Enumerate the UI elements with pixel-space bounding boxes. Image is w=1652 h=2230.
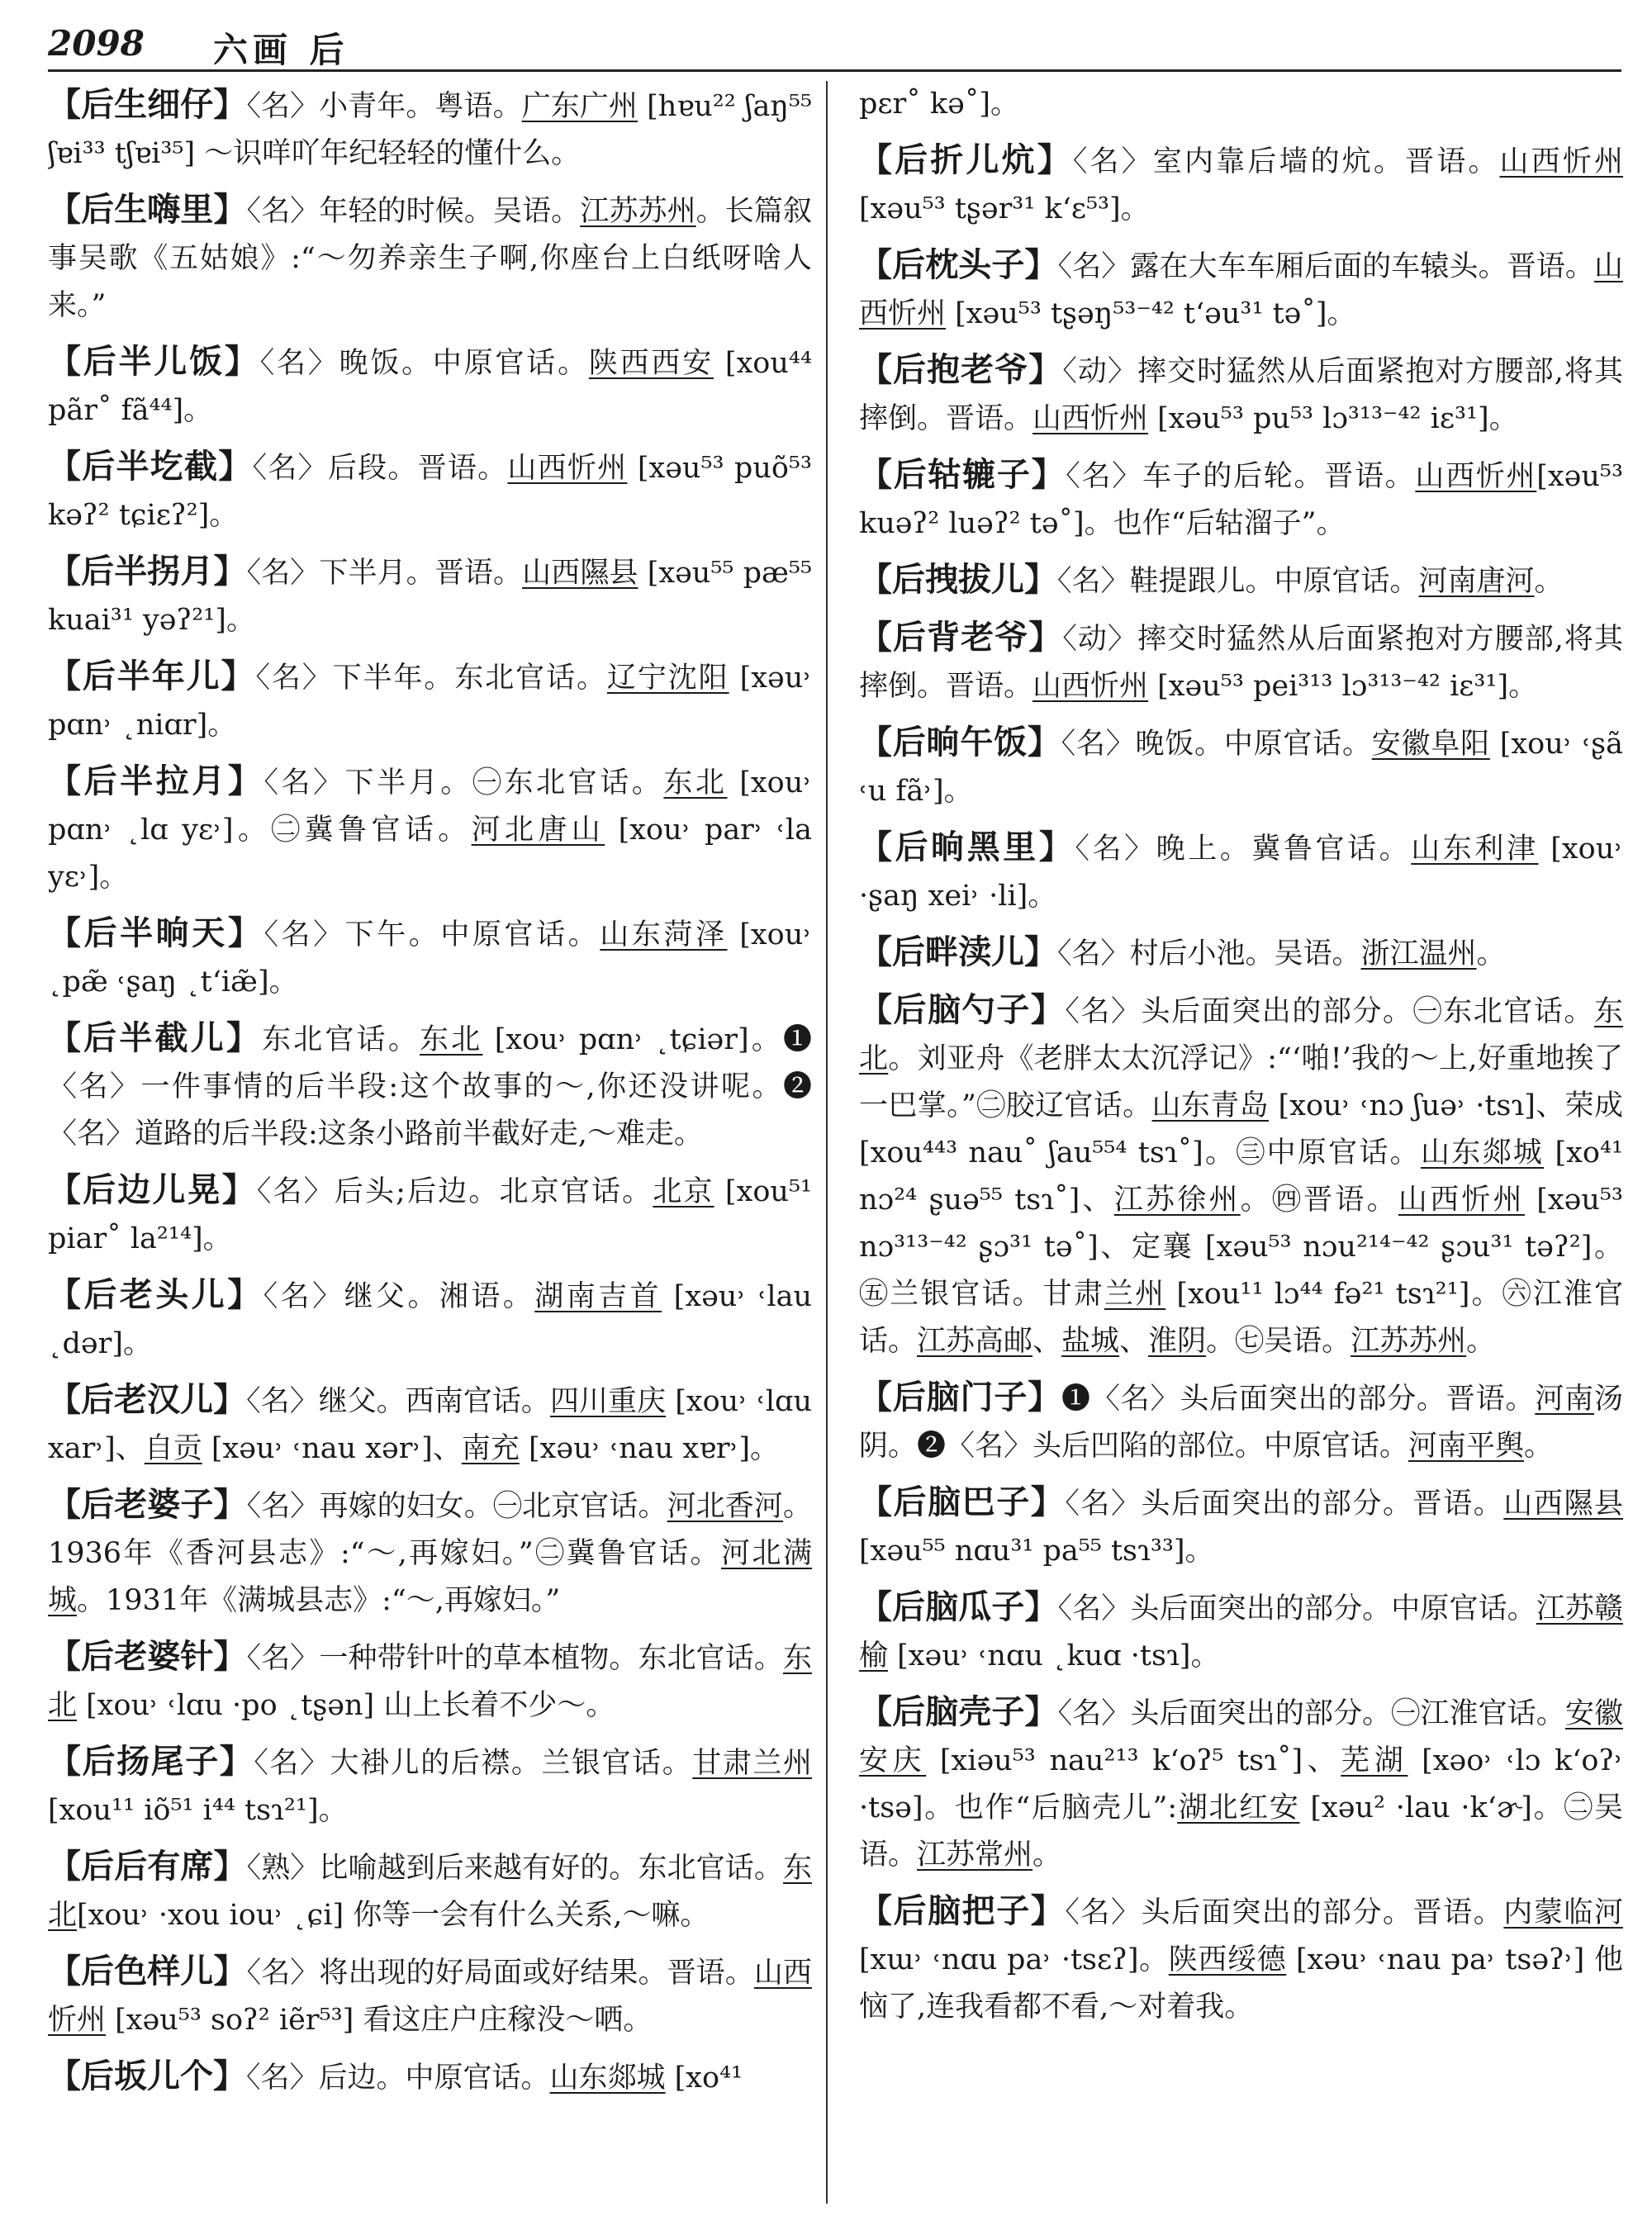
entry-headword: 【后抱老爷】	[859, 350, 1063, 389]
definition-text: 〈名〉露在大车车厢后面的车辕头。晋语。	[1057, 250, 1594, 283]
definition-text: [xəu⁵³ tʂər³¹ k‘ɛ⁵³]。	[859, 192, 1150, 225]
definition-text: [xəu˒ pɑn˒ ˛niɑr]。	[48, 662, 812, 742]
place-name: 河南平舆	[1408, 1430, 1525, 1463]
entry-headword: 【后折儿炕】	[859, 140, 1073, 179]
left-entry	[48, 1271, 812, 1368]
entry-headword: 【后色样儿】	[48, 1952, 247, 1990]
entry-headword: 【后老汉儿】	[48, 1380, 247, 1419]
right-entry	[859, 928, 1623, 978]
definition-text: 〈名〉下半年。东北官话。	[255, 662, 607, 695]
entry-headword: 【后晌午饭】	[859, 723, 1061, 762]
definition-text: [xou˒ ·xou iou˒ ˛ɕi] 你等一会有什么关系,～嘛。	[77, 1899, 710, 1932]
place-name: 山西忻州	[48, 1957, 812, 2037]
entry-headword: 【后坂儿个】	[48, 2057, 246, 2095]
place-name: 东北	[663, 766, 728, 799]
entry-headword: 【后生嗨里】	[48, 190, 247, 229]
entry-headword: 【后边儿晃】	[48, 1170, 257, 1209]
place-name: 浙江温州	[1360, 937, 1477, 970]
right-entry	[859, 1478, 1623, 1575]
place-name: 山西忻州	[1415, 460, 1537, 493]
definition-text: 〈名〉小青年。粤语。	[246, 90, 522, 123]
definition-text: 〈名〉车子的后轮。晋语。	[1066, 460, 1416, 493]
definition-text: [xou⁵¹ piar˚ la²¹⁴]。	[48, 1175, 812, 1255]
place-name: 河北唐山	[471, 814, 605, 847]
entry-headword: 【后背老爷】	[859, 618, 1063, 657]
definition-text: 。㊃晋语。	[1240, 1184, 1398, 1217]
right-entry	[859, 81, 1623, 128]
right-entry	[859, 1688, 1623, 1879]
place-name: 内蒙临河	[1503, 1896, 1623, 1929]
right-entry	[859, 986, 1623, 1365]
entry-headword: 【后脑把子】	[859, 1891, 1066, 1930]
place-name: 山东青岛	[1151, 1089, 1270, 1122]
definition-text: [xou⁴⁴ pãr˚ fã⁴⁴]。	[48, 347, 812, 427]
place-name: 江苏徐州	[1113, 1184, 1241, 1217]
definition-text: 〈名〉大褂儿的后襟。兰银官话。	[254, 1747, 693, 1780]
definition-text: [xəu⁵³ pei³¹³ lɔ³¹³⁻⁴² iɛ³¹]。	[1148, 670, 1538, 703]
left-entry	[48, 1738, 812, 1834]
definition-text: [xəu⁵⁵ nɑu³¹ pa⁵⁵ tsɿ³³]。	[859, 1535, 1214, 1568]
definition-text: 〈名〉将出现的好局面或好结果。晋语。	[246, 1957, 754, 1990]
definition-text: [xou˒ ˓ʂã ˓u fã˒]。	[859, 728, 1623, 808]
left-entry	[48, 1166, 812, 1263]
place-name: 江苏高邮	[917, 1325, 1033, 1358]
section-title: 六画 后	[213, 30, 349, 70]
definition-text: 〈动〉摔交时猛然从后面紧抱对方腰部,将其摔倒。晋语。	[859, 623, 1623, 703]
definition-text: 〈名〉后头;后边。北京官话。	[256, 1175, 653, 1208]
definition-text: [xəu⁵⁵ pæ⁵⁵ kuai³¹ yəʔ²¹]。	[48, 557, 812, 637]
definition-text: 〈名〉下半月。㊀东北官话。	[263, 766, 664, 799]
definition-text: [xou˒ ˛pæ̃ ˓ʂaŋ ˛t‘iæ̃]。	[48, 918, 812, 999]
definition-text: 、	[1032, 1325, 1062, 1358]
definition-text: 〈名〉晚上。冀鲁官话。	[1075, 833, 1412, 866]
definition-text: [xəu⁵³ puõ⁵³ kəʔ² tɕiɛʔ²]。	[48, 452, 812, 532]
definition-text: [xou˒ ˓lɑu xar˒]、	[48, 1385, 812, 1465]
entry-headword: 【后后有席】	[48, 1847, 247, 1886]
definition-text: 〈名〉室内靠后墙的炕。晋语。	[1072, 145, 1500, 178]
right-entry	[859, 1374, 1623, 1470]
place-name: 东北	[859, 995, 1623, 1075]
right-entry	[859, 614, 1623, 710]
place-name: 河南唐河	[1418, 565, 1535, 598]
definition-text: 〈名〉继父。湘语。	[263, 1280, 535, 1313]
left-entry	[48, 1481, 812, 1625]
definition-text: 。	[1524, 1430, 1554, 1463]
entry-headword: 【后畔渎儿】	[859, 932, 1057, 971]
place-name: 山西忻州	[1032, 402, 1149, 435]
entry-headword: 【后脑瓜子】	[859, 1587, 1058, 1626]
definition-text: 〈名〉村后小池。吴语。	[1057, 937, 1361, 970]
place-name: 甘肃兰州	[692, 1747, 812, 1780]
place-name: 南充	[461, 1432, 520, 1465]
left-column	[48, 81, 812, 2212]
definition-text: 〈名〉继父。西南官话。	[246, 1385, 550, 1418]
place-name: 山东郯城	[549, 2062, 666, 2095]
definition-text: 〈名〉头后面突出的部分。晋语。	[1065, 1896, 1504, 1929]
entry-headword: 【后半儿饭】	[48, 342, 260, 381]
definition-text: [xəo˒ ˓lɔ k‘oʔ˒ ·tsə]。也作“后脑壳儿”:	[859, 1744, 1623, 1824]
page-header	[48, 18, 1621, 72]
definition-text: [xou˒ par˒ ˓la yɛ˒]。	[48, 814, 812, 894]
entry-headword: 【后晌黑里】	[859, 828, 1075, 866]
entry-headword: 【后枕头子】	[859, 245, 1058, 284]
definition-text: [xou˒ pɑn˒ ˛lɑ yɛ˒]。㊁冀鲁官话。	[48, 766, 812, 847]
place-name: 安徽阜阳	[1371, 728, 1490, 761]
definition-text: 。刘亚舟《老胖太太沉浮记》:“‘啪!’我的～上,好重地挨了一巴掌。”㊁胶辽官话。	[859, 1042, 1623, 1122]
entry-headword: 【后半拐月】	[48, 552, 247, 591]
definition-text: 。	[1534, 565, 1564, 598]
left-entry	[48, 1014, 812, 1158]
place-name: 江苏常州	[917, 1839, 1033, 1872]
definition-text: ❶〈名〉头后面突出的部分。晋语。	[1061, 1383, 1536, 1416]
left-entry	[48, 1376, 812, 1473]
place-name: 河南	[1535, 1383, 1594, 1416]
definition-text: 〈名〉头后面突出的部分。㊀东北官话。	[1065, 995, 1594, 1028]
place-name: 山西忻州	[507, 452, 628, 485]
place-name: 东北	[48, 1642, 812, 1722]
definition-text: [xəu² ·lau ·k‘ɚ]。㊁吴语。	[859, 1791, 1623, 1872]
place-name: 湖北红安	[1177, 1791, 1300, 1824]
left-entry	[48, 443, 812, 539]
entry-headword: 【后老婆针】	[48, 1637, 247, 1676]
place-name: 淮阴	[1148, 1325, 1207, 1358]
entry-headword: 【后生细仔】	[48, 85, 247, 124]
definition-text: [xəu⁵³ tʂəŋ⁵³⁻⁴² t‘əu³¹ tə˚]。	[946, 297, 1356, 330]
left-entry	[48, 652, 812, 749]
place-name: 东北	[420, 1023, 483, 1056]
place-name: 江苏苏州	[580, 195, 696, 228]
definition-text: 。1936年《香河县志》:“～,再嫁妇。”㊁冀鲁官话。	[48, 1490, 812, 1570]
place-name: 山西忻州	[1499, 145, 1623, 178]
definition-text: 。	[1476, 937, 1506, 970]
definition-text: 。	[1466, 1325, 1496, 1358]
definition-text: [xəu˒ ˓nau xɐr˒]。	[519, 1432, 780, 1465]
right-entry	[859, 451, 1623, 548]
place-name: 山西忻州	[1398, 1184, 1525, 1217]
entry-headword: 【后脑壳子】	[859, 1692, 1058, 1731]
place-name: 广东广州	[521, 90, 638, 123]
definition-text: [xəu˒ ˓nɑu ˛kuɑ ·tsɿ]。	[888, 1639, 1220, 1672]
definition-text: 〈名〉再嫁的妇女。㊀北京官话。	[246, 1490, 667, 1523]
entry-headword: 【后扬尾子】	[48, 1742, 254, 1781]
definition-text: [xo⁴¹ nɔ²⁴ ʂuə⁵⁵ tsɿ˚]、	[859, 1136, 1623, 1217]
left-entry	[48, 909, 812, 1006]
definition-text: 〈名〉晚饭。中原官话。	[259, 347, 589, 380]
entry-headword: 【后脑勺子】	[859, 990, 1066, 1029]
definition-text: [xiəu⁵³ nau²¹³ k‘oʔ⁵ tsɿ˚]、	[926, 1744, 1341, 1777]
definition-text: 〈名〉晚饭。中原官话。	[1061, 728, 1372, 761]
definition-text: 〈名〉年轻的时候。吴语。	[246, 195, 581, 228]
definition-text: [xəu˒ ˓lau ˛dər]。	[48, 1280, 812, 1360]
right-column	[859, 81, 1623, 2212]
place-name: 山东菏泽	[600, 918, 728, 951]
entry-headword: 【后拽拔儿】	[859, 560, 1057, 599]
right-entry	[859, 1887, 1623, 2031]
definition-text: 〈名〉下半月。晋语。	[246, 557, 523, 590]
definition-text: 、	[1119, 1325, 1149, 1358]
definition-text: [xəu⁵³ soʔ² iẽr⁵³] 看这庄户庄稼没～哂。	[106, 2004, 653, 2037]
entry-headword: 【后轱辘子】	[859, 455, 1066, 494]
definition-text: [xəu˒ ˓nau pa˒ tsəʔ˒] 他恼了,连我看都不看,～对着我。	[859, 1943, 1623, 2024]
left-entry	[48, 548, 812, 644]
place-name: 山西隰县	[522, 557, 638, 590]
definition-text: 〈名〉下午。中原官话。	[263, 918, 601, 951]
definition-text: 〈名〉头后面突出的部分。晋语。	[1065, 1487, 1504, 1521]
place-name: 盐城	[1061, 1325, 1120, 1358]
definition-text: 〈熟〉比喻越到后来越有好的。东北官话。	[246, 1852, 783, 1885]
place-name: 陕西西安	[588, 347, 714, 380]
entry-headword: 【后半截儿】	[48, 1018, 263, 1057]
place-name: 江苏赣榆	[859, 1592, 1623, 1672]
definition-text: 〈名〉鞋提跟儿。中原官话。	[1057, 565, 1419, 598]
definition-text: [hɐu²² ʃaŋ⁵⁵ ʃɐi³³ tʃɐi³⁵] ～识咩吖年纪轻轻的懂什么。	[48, 90, 812, 170]
left-entry	[48, 186, 812, 330]
place-name: 东北	[48, 1852, 812, 1932]
left-entry	[48, 1948, 812, 2044]
definition-text: 。长篇叙事吴歌《五姑娘》:“～勿养亲生子啊,你座台上白纸呀啥人来。”	[48, 195, 812, 322]
right-entry	[859, 719, 1623, 815]
definition-text: [xo⁴¹	[665, 2062, 743, 2095]
place-name: 安徽安庆	[859, 1697, 1623, 1777]
right-entry	[859, 241, 1623, 338]
definition-text: [xou˒ ·ʂaŋ xei˒ ·li]。	[859, 833, 1623, 913]
definition-text: 〈名〉头后面突出的部分。㊀江淮官话。	[1057, 1697, 1565, 1730]
right-entry	[859, 556, 1623, 605]
definition-text: [xou˒ ˓nɔ ʃuə˒ ·tsɿ]、荣成 [xou⁴⁴³ nau˚ ʃau⁵⁵⁴ tsɿ˚]。㊂中原官话。	[859, 1089, 1623, 1170]
place-name: 山西隰县	[1503, 1487, 1623, 1521]
definition-text: pɛr˚ kə˚]。	[859, 88, 1019, 121]
definition-text: 东北官话。	[262, 1023, 420, 1056]
definition-text: 汤阴。❷〈名〉头后凹陷的部位。中原官话。	[859, 1383, 1623, 1463]
definition-text: [xou¹¹ lɔ⁴⁴ fə²¹ tsɿ²¹]。㊅江淮官话。	[859, 1278, 1623, 1358]
right-entry	[859, 1583, 1623, 1680]
place-name: 陕西绥德	[1168, 1943, 1287, 1976]
entry-headword: 【后半年儿】	[48, 657, 256, 695]
definition-text: 。1931年《满城县志》:“～,再嫁妇。”	[77, 1584, 561, 1617]
definition-text: 〈名〉后边。中原官话。	[246, 2062, 550, 2095]
definition-text: 〈名〉头后面突出的部分。中原官话。	[1057, 1592, 1536, 1625]
column-divider	[826, 81, 828, 2204]
definition-text: [xəu˒ ˓nau xər˒]、	[202, 1432, 462, 1465]
definition-text: 〈名〉后段。晋语。	[252, 452, 508, 485]
place-name: 山东郯城	[1420, 1136, 1545, 1170]
place-name: 芜湖	[1341, 1744, 1408, 1777]
left-entry	[48, 757, 812, 901]
definition-text: [xəu⁵³ kuəʔ² luəʔ² tə˚]。也作“后轱溜子”。	[859, 460, 1623, 540]
entry-headword: 【后脑门子】	[859, 1378, 1061, 1416]
definition-text: [xəu⁵³ nɔ³¹³⁻⁴² ʂɔ³¹ tə˚]、定襄 [xəu⁵³ nɔu²¹⁴⁻⁴² ʂɔu³¹ təʔ²]。㊄兰银官话。甘肃	[859, 1184, 1623, 1311]
definition-text: 。	[1032, 1839, 1062, 1872]
definition-text: [xɯ˒ ˓nɑu pa˒ ·tsɛʔ]。	[859, 1943, 1169, 1976]
page-number: 2098	[48, 23, 145, 64]
place-name: 四川重庆	[549, 1385, 667, 1418]
place-name: 辽宁沈阳	[606, 662, 729, 695]
place-name: 河北香河	[667, 1490, 783, 1523]
definition-text: [xəu⁵³ pu⁵³ lɔ³¹³⁻⁴² iɛ³¹]。	[1148, 402, 1518, 435]
place-name: 河北满城	[48, 1537, 812, 1617]
definition-text: 。㊆吴语。	[1206, 1325, 1351, 1358]
place-name: 兰州	[1104, 1278, 1166, 1311]
left-entry	[48, 81, 812, 178]
definition-text: [xou˒ ˓lɑu ·po ˛tʂən] 山上长着不少～。	[77, 1689, 615, 1722]
definition-text: 〈名〉一种带针叶的草本植物。东北官话。	[246, 1642, 783, 1675]
definition-text: 〈动〉摔交时猛然从后面紧抱对方腰部,将其摔倒。晋语。	[859, 355, 1623, 435]
place-name: 山西忻州	[859, 250, 1623, 330]
entry-headword: 【后老婆子】	[48, 1485, 247, 1524]
left-entry	[48, 1633, 812, 1729]
place-name: 湖南吉首	[534, 1280, 662, 1313]
place-name: 山东利津	[1411, 833, 1539, 866]
entry-headword: 【后半晌天】	[48, 913, 264, 952]
entry-headword: 【后老头儿】	[48, 1275, 263, 1314]
definition-text: [xou¹¹ iõ⁵¹ i⁴⁴ tsɿ²¹]。	[48, 1794, 348, 1827]
right-entry	[859, 136, 1623, 233]
right-entry	[859, 346, 1623, 443]
left-entry	[48, 2052, 812, 2102]
right-entry	[859, 823, 1623, 920]
place-name: 江苏苏州	[1351, 1325, 1467, 1358]
place-name: 山西忻州	[1032, 670, 1149, 703]
entry-headword: 【后脑巴子】	[859, 1483, 1066, 1521]
entry-headword: 【后半圪截】	[48, 447, 253, 486]
place-name: 自贡	[144, 1432, 202, 1465]
definition-text: [xou˒ pɑn˒ ˛tɕiər]。❶〈名〉一件事情的后半段:这个故事的～,你还没讲呢。❷〈名〉道路的后半段:这条小路前半截好走,～难走。	[48, 1023, 812, 1151]
left-entry	[48, 338, 812, 434]
entry-headword: 【后半拉月】	[48, 762, 264, 800]
left-entry	[48, 1843, 812, 1939]
place-name: 北京	[653, 1175, 714, 1208]
